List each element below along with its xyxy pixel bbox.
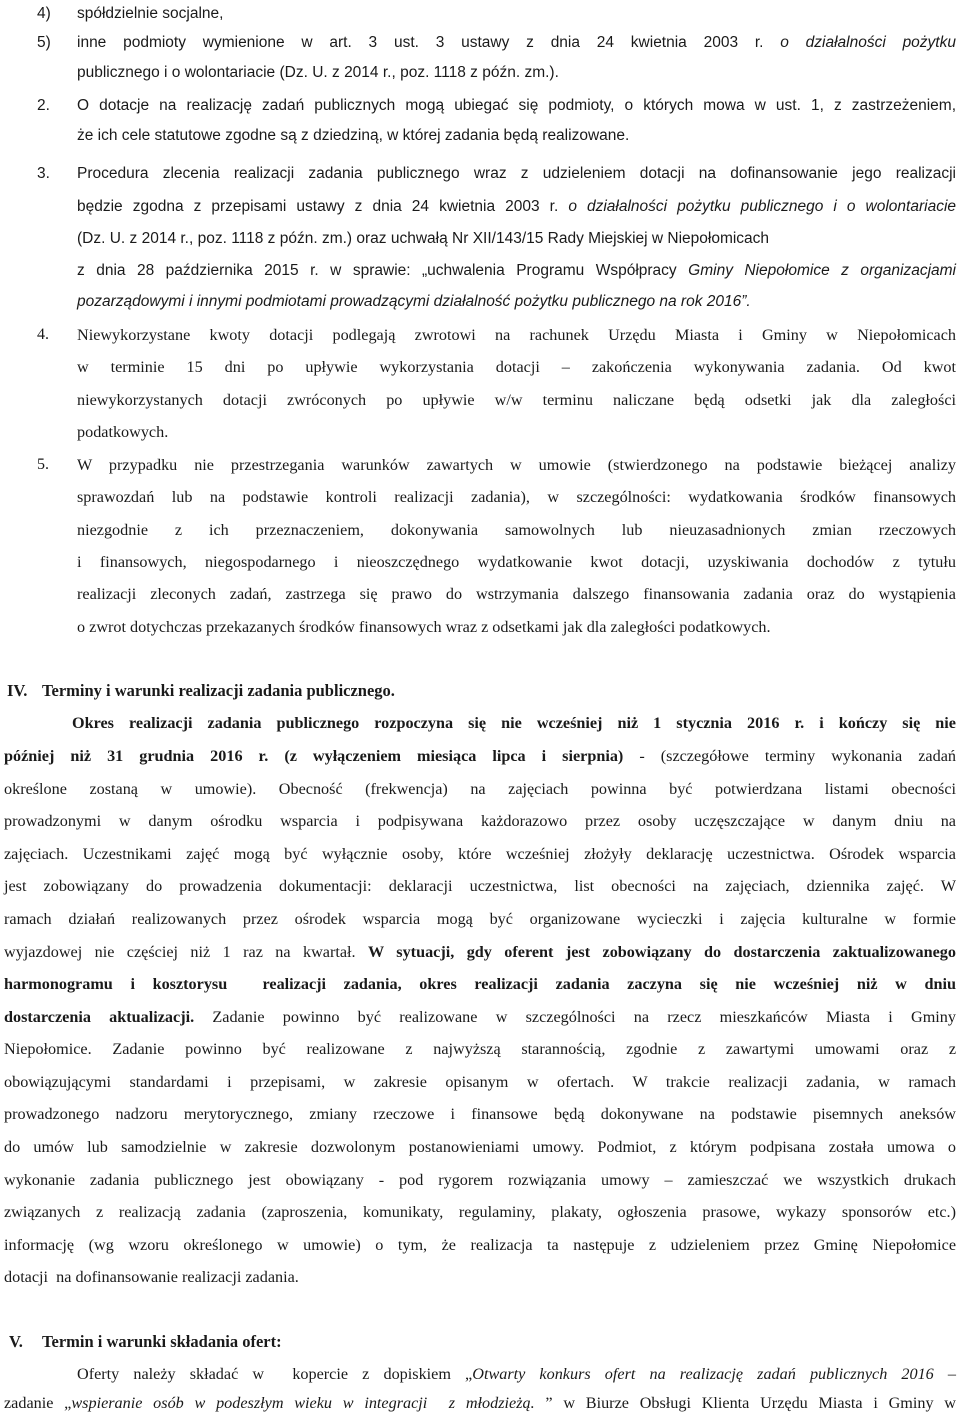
section-iv-line5 [0,840,960,868]
paragraph-line: informację (wg wzoru określonego w umowie) o tym, że realizacja ta następuje z udzieleniem przez Gminę Niepołomice [4,1236,956,1254]
point-text: będzie zgodna z przepisami ustawy z dnia 24 kwietnia 2003 r. o działalności pożytku publicznego i o wolontariacie [77,198,957,215]
paragraph-line: związanych z realizacją zadania (zaproszenia, komunikaty, regulaminy, plakaty, ogłoszenia prasowe, wykazy sponsorów etc.) [4,1203,956,1221]
point-number: 2. [37,97,50,114]
paragraph-line: Okres realizacji zadania publicznego rozpoczyna się nie wcześniej niż 1 stycznia 2016 r. i kończy się nie [72,714,956,732]
paragraph-line: Niepołomice. Zadanie powinno być realizowane z najwyższą starannością, zgodnie z zawartymi umowami oraz z [4,1040,956,1058]
section-iv-line12 [0,1068,960,1096]
point-text: z dnia 28 października 2015 r. w sprawie: „uchwalenia Programu Współpracy Gminy Niepołomice z organizacjami [77,262,956,279]
paragraph-line: dostarczenia aktualizacji. Zadanie powinno być realizowane w szczególności na rzecz mieszkańców Miasta i Gminy [4,1008,956,1026]
point-text: niezgodnie z ich przeznaczeniem, dokonywania samowolnych lub nieuzasadnionych zmian rzeczowych [77,521,956,539]
paragraph-line: wyjazdowej nie częściej niż 1 raz na kwartał. W sytuacji, gdy oferent jest zobowiązany do dostarczenia zaktualizowanego [4,943,956,961]
point-2-line2 [0,122,960,150]
point-text: W przypadku nie przestrzegania warunków zawartych w umowie (stwierdzonego na podstawie bieżącej analizy [77,456,956,474]
section-iv-line18 [0,1263,960,1291]
point-number: 4. [37,326,49,343]
point-3-line5 [0,288,960,316]
point-5-line5 [0,580,960,608]
paragraph-line: wykonanie zadania publicznego jest obowiązany - pod rygorem rozwiązania umowy – zamieszczać we wszystkich drukach [4,1171,956,1189]
section-number: IV. [7,681,28,700]
list-number: 5) [37,34,51,51]
section-iv-line4 [0,807,960,835]
point-text: O dotacje na realizację zadań publicznych mogą ubiegać się podmioty, o których mowa w ust. 1, z zastrzeżeniem, [77,97,956,114]
point-5 [0,451,960,479]
point-text: i finansowych, niegospodarnego i nieoszczędnego wydatkowanie kwot dotacji, uzyskiwania dochodów z tytułu [77,553,956,571]
section-v-line2 [0,1389,960,1417]
section-iv-line15 [0,1166,960,1194]
point-4 [0,321,960,349]
list-item-4 [0,0,960,28]
section-title: Termin i warunki składania ofert: [42,1332,282,1351]
paragraph-line: harmonogramu i kosztorysu realizacji zadania, okres realizacji zadania zaczyna się nie wcześniej niż w dniu [4,975,956,993]
point-text: Procedura zlecenia realizacji zadania publicznego wraz z udzieleniem dotacji na dofinansowanie jego realizacji [77,165,956,182]
point-text: realizacji zleconych zadań, zastrzega się prawo do wstrzymania dalszego finansowania zadania oraz do wystąpienia [77,585,956,603]
section-iv-line1 [0,709,960,737]
point-2 [0,92,960,120]
list-number: 4) [37,5,51,22]
section-iv-line9 [0,970,960,998]
paragraph-line: określone zostaną w umowie). Obecność (frekwencja) na zajęciach powinna być potwierdzana listami obecności [4,780,956,798]
section-iv-heading [0,677,960,705]
point-3-line2 [0,193,960,221]
point-5-line3 [0,516,960,544]
point-4-line3 [0,386,960,414]
paragraph-line: prowadzonymi w danym ośrodku wsparcia i podpisywana każdorazowo przez osoby uczęszczające w danym dniu na [4,812,956,830]
section-iv-line11 [0,1035,960,1063]
section-number: V. [9,1332,23,1351]
section-iv-line7 [0,905,960,933]
point-text: w terminie 15 dni po upływie wykorzystania dotacji – zakończenia wykonywania zadania. Od kwot [77,358,956,376]
paragraph-line: prowadzonego nadzoru merytorycznego, zmiany rzeczowe i finansowe będą dokonywane na podstawie pisemnych aneksów [4,1105,956,1123]
point-text: (Dz. U. z 2014 r., poz. 1118 z późn. zm.) oraz uchwałą Nr XII/143/15 Rady Miejskiej w Niepołomicach [77,230,770,247]
point-5-line6 [0,613,960,641]
section-iv-line10 [0,1003,960,1031]
point-text: niewykorzystanych dotacji zwróconych po upływie w/w terminu naliczane będą odsetki jak dla zaległości [77,391,956,409]
point-4-line2 [0,353,960,381]
paragraph-line: zadanie „wspieranie osób w podeszłym wieku w integracji z młodzieżą. ” w Biurze Obsługi Klienta Urzędu Miasta i Gminy w [4,1394,956,1412]
section-iv-line16 [0,1198,960,1226]
section-iv-line6 [0,872,960,900]
section-v-line1 [0,1360,960,1388]
section-iv-line14 [0,1133,960,1161]
section-iv-line2 [0,742,960,770]
section-iv-line3 [0,775,960,803]
list-text: inne podmioty wymienione w art. 3 ust. 3 ustawy z dnia 24 kwietnia 2003 r. o działalności pożytku [77,34,956,51]
paragraph-line: jest zobowiązany do prowadzenia dokumentacji: deklaracji uczestnictwa, list obecności na zajęciach, dziennika zajęć. W [4,877,956,895]
point-text: sprawozdań lub na podstawie kontroli realizacji zadania), w szczególności: wydatkowania środków finansowych [77,488,956,506]
point-4-line4 [0,418,960,446]
list-item-5 [0,29,960,57]
list-text: spółdzielnie socjalne, [77,5,224,22]
paragraph-line: obowiązującymi standardami i przepisami, w zakresie opisanym w ofertach. W trakcie realizacji zadania, w ramach [4,1073,956,1091]
point-text: że ich cele statutowe zgodne są z dziedziną, w której zadania będą realizowane. [77,127,630,144]
section-iv-line8 [0,938,960,966]
point-3 [0,160,960,188]
paragraph-line: później niż 31 grudnia 2016 r. (z wyłączeniem miesiąca lipca i sierpnia) - (szczegółowe terminy wykonania zadań [4,747,956,765]
point-3-line3 [0,225,960,253]
paragraph-line: do umów lub samodzielnie w zakresie dozwolonym postanowieniami umowy. Podmiot, z którym podpisana została umowa o [4,1138,956,1156]
list-text: publicznego i o wolontariacie (Dz. U. z 2014 r., poz. 1118 z późn. zm.). [77,64,559,81]
paragraph-line: Oferty należy składać w kopercie z dopiskiem „Otwarty konkurs ofert na realizację zadań publicznych 2016 – [77,1365,956,1383]
section-v-heading [0,1328,960,1356]
paragraph-line: ramach działań realizowanych przez ośrodek wsparcia mogą być organizowane wycieczki i zajęcia kulturalne w formie [4,910,956,928]
point-text: Niewykorzystane kwoty dotacji podlegają zwrotowi na rachunek Urzędu Miasta i Gminy w Niepołomicach [77,326,956,344]
section-title: Terminy i warunki realizacji zadania publicznego. [42,681,395,700]
paragraph-line: dotacji na dofinansowanie realizacji zadania. [4,1268,299,1286]
point-3-line4 [0,257,960,285]
point-text: o zwrot dotychczas przekazanych środków finansowych wraz z odsetkami jak dla zaległości podatkowych. [77,618,771,636]
point-number: 5. [37,456,49,473]
point-text: pozarządowymi i innymi podmiotami prowadzącymi działalność pożytku publicznego na rok 2016”. [77,293,751,310]
section-iv-line13 [0,1100,960,1128]
point-5-line4 [0,548,960,576]
point-text: podatkowych. [77,423,169,441]
list-item-5-line2 [0,59,960,87]
point-5-line2 [0,483,960,511]
paragraph-line: zajęciach. Uczestnikami zajęć mogą być wyłącznie osoby, które wcześniej złożyły deklarację uczestnictwa. Ośrodek wsparcia [4,845,956,863]
point-number: 3. [37,165,50,182]
section-iv-line17 [0,1231,960,1259]
